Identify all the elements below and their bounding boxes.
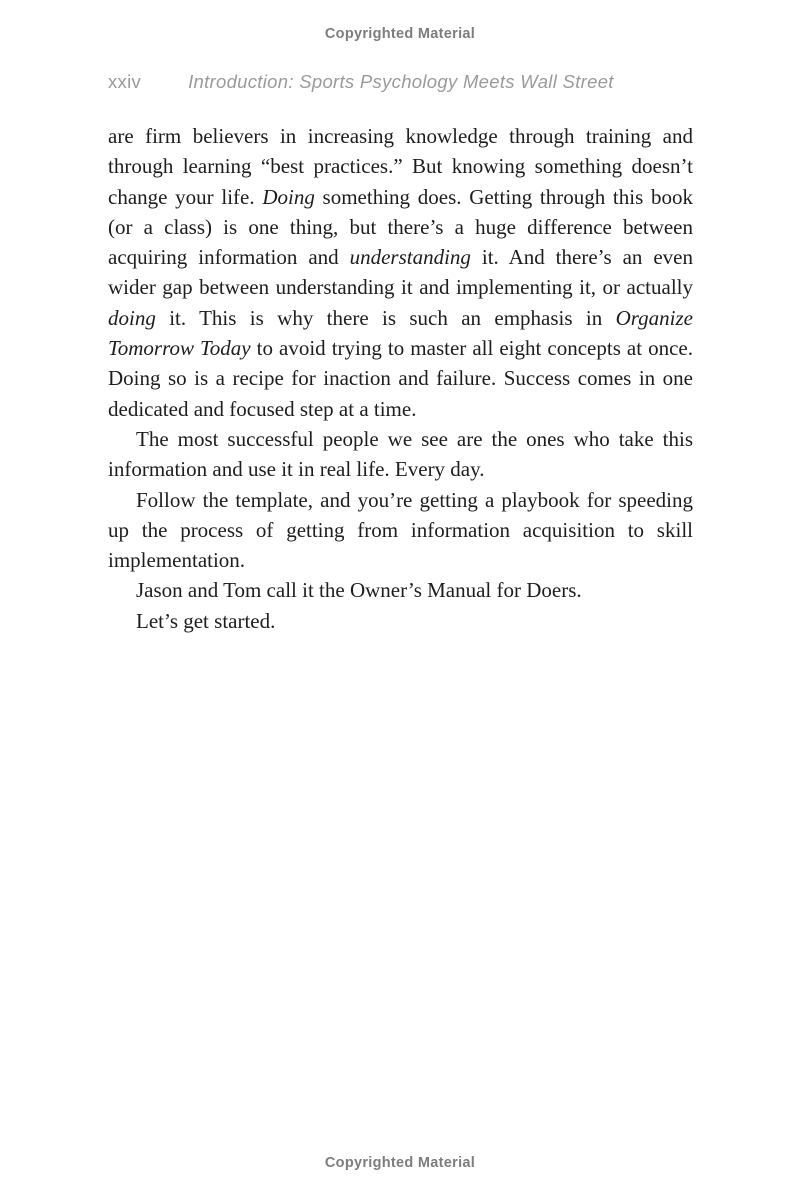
bottom-copyright-notice: Copyrighted Material	[324, 1155, 476, 1171]
running-header	[108, 71, 692, 93]
paragraph: The most successful people we see are the ones who take this information and use it in real life. Every day.	[108, 426, 693, 482]
paragraph: Follow the template, and you’re getting a playbook for speeding up the process of getting from information acquisition to skill implementation.	[108, 487, 693, 573]
paragraph: Let’s get started.	[136, 608, 276, 633]
running-title: Introduction: Sports Psychology Meets Wall Street	[188, 71, 614, 92]
paragraph: Jason and Tom call it the Owner’s Manual for Doers.	[136, 578, 582, 603]
page-number: xxiv	[108, 71, 142, 92]
paragraph: are firm believers in increasing knowledge through training and through learning “best practices.” But knowing something doesn’t change your life. Doing something does. Getting through this book (or a class) is one thing, but there’s a huge difference between acquiring information and understanding it. And there’s an even wider gap between understanding it and implementing it, or actually doing it. This is why there is such an emphasis in Organize Tomorrow Today to avoid trying to master all eight concepts at once. Doing so is a recipe for inaction and failure. Success comes in one dedicated and focused step at a time.	[108, 124, 693, 421]
body-text	[108, 121, 693, 636]
top-copyright-notice: Copyrighted Material	[324, 26, 476, 42]
